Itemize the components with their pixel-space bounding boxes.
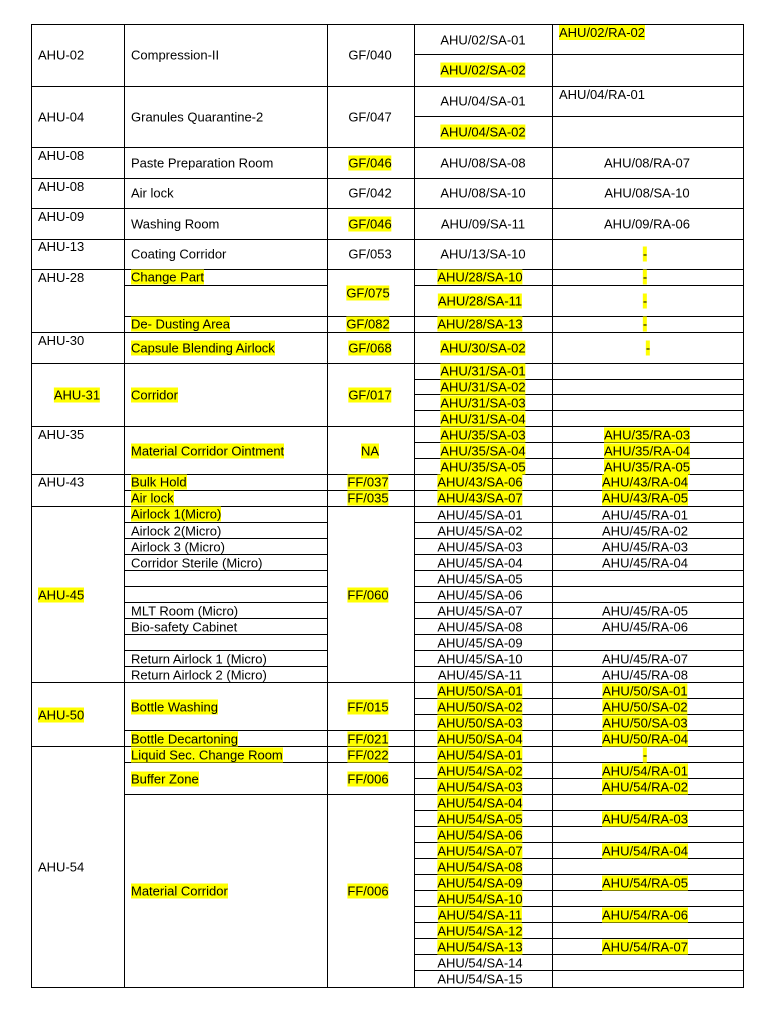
- room-cell: Material Corridor Ointment: [131, 443, 285, 459]
- unit-cell: AHU-09: [38, 209, 85, 224]
- sa-cell: AHU/45/SA-11: [437, 667, 523, 683]
- sa-cell: AHU/35/SA-05: [440, 459, 526, 475]
- ra-cell: AHU/54/RA-01: [602, 763, 688, 779]
- unit-cell: AHU-50: [38, 707, 85, 723]
- sa-cell: AHU/04/SA-02: [440, 124, 526, 140]
- sa-cell: AHU/54/SA-05: [437, 811, 523, 827]
- room-no-cell: GF/046: [348, 216, 392, 232]
- unit-cell: AHU-43: [38, 474, 85, 490]
- sa-cell: AHU/45/SA-09: [437, 635, 523, 651]
- ra-cell: AHU/02/RA-02: [559, 25, 645, 40]
- room-cell: Airlock 2(Micro): [131, 523, 222, 539]
- sa-cell: AHU/30/SA-02: [440, 340, 526, 356]
- sa-cell: AHU/54/SA-12: [437, 923, 523, 939]
- room-cell: Corridor: [131, 387, 178, 403]
- sa-cell: AHU/28/SA-13: [437, 316, 523, 332]
- ra-cell: AHU/04/RA-01: [559, 87, 645, 102]
- ra-cell: AHU/35/RA-05: [604, 459, 690, 475]
- ra-cell: -: [645, 340, 651, 356]
- ra-cell: AHU/54/RA-03: [602, 811, 688, 827]
- ra-cell: AHU/50/SA-02: [602, 699, 688, 715]
- room-no-cell: GF/042: [348, 185, 392, 201]
- ra-cell: AHU/50/SA-01: [602, 683, 688, 699]
- ra-cell: AHU/09/RA-06: [604, 216, 690, 232]
- unit-cell: AHU-45: [38, 587, 85, 603]
- room-no-cell: NA: [360, 443, 380, 459]
- ra-cell: AHU/45/RA-01: [602, 507, 688, 523]
- ra-cell: AHU/54/RA-06: [602, 907, 688, 923]
- unit-cell: AHU-35: [38, 427, 85, 442]
- room-no-cell: FF/035: [347, 490, 389, 506]
- room-no-cell: GF/040: [348, 47, 392, 63]
- room-no-cell: GF/017: [348, 387, 392, 403]
- sa-cell: AHU/08/SA-08: [440, 155, 526, 171]
- ra-cell: AHU/54/RA-05: [602, 875, 688, 891]
- sa-cell: AHU/45/SA-01: [437, 507, 523, 523]
- ra-cell: -: [642, 316, 648, 332]
- ra-cell: -: [642, 246, 648, 262]
- room-cell: Return Airlock 1 (Micro): [131, 651, 267, 667]
- unit-cell: AHU-54: [38, 859, 85, 875]
- room-no-cell: FF/006: [347, 771, 389, 787]
- ra-cell: AHU/08/RA-07: [604, 155, 690, 171]
- sa-cell: AHU/54/SA-15: [437, 971, 523, 987]
- ra-cell: AHU/54/RA-02: [602, 779, 688, 795]
- room-cell: Air lock: [131, 490, 174, 506]
- ra-cell: AHU/45/RA-04: [602, 555, 688, 571]
- room-cell: Bulk Hold: [131, 474, 187, 490]
- sa-cell: AHU/45/SA-05: [437, 571, 523, 587]
- sa-cell: AHU/54/SA-07: [437, 843, 523, 859]
- sa-cell: AHU/31/SA-01: [440, 363, 526, 379]
- sa-cell: AHU/54/SA-11: [437, 907, 523, 923]
- ra-cell: AHU/45/RA-06: [602, 619, 688, 635]
- room-cell: Washing Room: [131, 216, 220, 232]
- room-no-cell: GF/068: [348, 340, 392, 356]
- sa-cell: AHU/45/SA-02: [437, 523, 523, 539]
- ra-cell: AHU/45/RA-07: [602, 651, 688, 667]
- sa-cell: AHU/50/SA-03: [437, 715, 523, 731]
- sa-cell: AHU/54/SA-04: [437, 795, 523, 811]
- sa-cell: AHU/45/SA-04: [437, 555, 523, 571]
- sa-cell: AHU/50/SA-01: [437, 683, 523, 699]
- sa-cell: AHU/13/SA-10: [440, 246, 526, 262]
- room-cell: De- Dusting Area: [131, 316, 230, 332]
- room-cell: Air lock: [131, 185, 174, 201]
- ra-cell: AHU/45/RA-02: [602, 523, 688, 539]
- room-no-cell: GF/047: [348, 109, 392, 125]
- ra-cell: -: [642, 269, 648, 285]
- room-cell: Paste Preparation Room: [131, 155, 274, 171]
- sa-cell: AHU/45/SA-07: [437, 603, 523, 619]
- sa-cell: AHU/28/SA-10: [437, 269, 523, 285]
- sa-cell: AHU/08/SA-10: [440, 185, 526, 201]
- ra-cell: AHU/35/RA-04: [604, 443, 690, 459]
- sa-cell: AHU/50/SA-04: [437, 731, 523, 747]
- room-cell: Return Airlock 2 (Micro): [131, 667, 267, 683]
- ra-cell: AHU/45/RA-05: [602, 603, 688, 619]
- room-cell: Airlock 3 (Micro): [131, 539, 225, 555]
- room-cell: Buffer Zone: [131, 771, 199, 787]
- unit-cell: AHU-02: [38, 47, 85, 63]
- room-no-cell: GF/075: [346, 285, 390, 301]
- ra-cell: -: [642, 747, 648, 763]
- room-cell: Bottle Decartoning: [131, 731, 238, 747]
- sa-cell: AHU/43/SA-06: [437, 474, 523, 490]
- room-cell: Granules Quarantine-2: [131, 109, 264, 125]
- room-no-cell: FF/060: [347, 587, 389, 603]
- sa-cell: AHU/54/SA-08: [437, 859, 523, 875]
- unit-cell: AHU-08: [38, 148, 85, 163]
- sa-cell: AHU/28/SA-11: [437, 293, 523, 309]
- room-no-cell: GF/053: [348, 246, 392, 262]
- unit-cell: AHU-04: [38, 109, 85, 125]
- sa-cell: AHU/54/SA-01: [437, 747, 523, 763]
- sa-cell: AHU/35/SA-03: [440, 427, 526, 443]
- room-cell: Material Corridor: [131, 883, 228, 899]
- room-no-cell: FF/037: [347, 474, 389, 490]
- sa-cell: AHU/54/SA-02: [437, 763, 523, 779]
- room-cell: MLT Room (Micro): [131, 603, 239, 619]
- sa-cell: AHU/45/SA-08: [437, 619, 523, 635]
- room-no-cell: FF/015: [347, 699, 389, 715]
- ra-cell: -: [642, 293, 648, 309]
- sa-cell: AHU/43/SA-07: [437, 490, 523, 506]
- ra-cell: AHU/08/SA-10: [604, 185, 690, 201]
- room-no-cell: GF/082: [346, 316, 390, 332]
- ra-cell: AHU/35/RA-03: [604, 427, 690, 443]
- ra-cell: AHU/45/RA-03: [602, 539, 688, 555]
- room-cell: Bio-safety Cabinet: [131, 619, 238, 635]
- sa-cell: AHU/50/SA-02: [437, 699, 523, 715]
- room-no-cell: FF/021: [347, 731, 389, 747]
- unit-cell: AHU-31: [53, 387, 101, 403]
- room-cell: Liquid Sec. Change Room: [131, 747, 283, 763]
- sa-cell: AHU/45/SA-06: [437, 587, 523, 603]
- sa-cell: AHU/45/SA-03: [437, 539, 523, 555]
- room-cell: Capsule Blending Airlock: [131, 340, 275, 356]
- unit-cell: AHU-28: [38, 270, 85, 285]
- room-cell: Change Part: [131, 269, 204, 285]
- room-cell: Bottle Washing: [131, 699, 218, 715]
- unit-cell: AHU-30: [38, 333, 85, 348]
- sa-cell: AHU/02/SA-01: [440, 32, 526, 48]
- room-cell: Coating Corridor: [131, 246, 227, 262]
- sa-cell: AHU/31/SA-04: [440, 411, 526, 427]
- sa-cell: AHU/09/SA-11: [440, 216, 526, 232]
- sa-cell: AHU/02/SA-02: [440, 62, 526, 78]
- room-cell: Airlock 1(Micro): [131, 506, 222, 522]
- unit-cell: AHU-13: [38, 239, 85, 254]
- sa-cell: AHU/54/SA-09: [437, 875, 523, 891]
- sa-cell: AHU/31/SA-02: [440, 379, 526, 395]
- sa-cell: AHU/04/SA-01: [440, 93, 526, 109]
- ra-cell: AHU/50/RA-04: [602, 731, 688, 747]
- ra-cell: AHU/50/SA-03: [602, 715, 688, 731]
- room-no-cell: FF/022: [347, 747, 389, 763]
- sa-cell: AHU/45/SA-10: [437, 651, 523, 667]
- room-cell: Compression-II: [131, 47, 220, 63]
- ra-cell: AHU/43/RA-05: [602, 490, 688, 506]
- ra-cell: AHU/54/RA-07: [602, 939, 688, 955]
- sa-cell: AHU/54/SA-10: [437, 891, 523, 907]
- sa-cell: AHU/54/SA-14: [437, 955, 523, 971]
- room-cell: Corridor Sterile (Micro): [131, 555, 263, 571]
- ra-cell: AHU/45/RA-08: [602, 667, 688, 683]
- sa-cell: AHU/31/SA-03: [440, 395, 526, 411]
- ra-cell: AHU/54/RA-04: [602, 843, 688, 859]
- sa-cell: AHU/54/SA-03: [437, 779, 523, 795]
- room-no-cell: GF/046: [348, 155, 392, 171]
- sa-cell: AHU/54/SA-13: [437, 939, 523, 955]
- ra-cell: AHU/43/RA-04: [602, 474, 688, 490]
- unit-cell: AHU-08: [38, 179, 85, 194]
- room-no-cell: FF/006: [347, 883, 389, 899]
- sa-cell: AHU/54/SA-06: [437, 827, 523, 843]
- sa-cell: AHU/35/SA-04: [440, 443, 526, 459]
